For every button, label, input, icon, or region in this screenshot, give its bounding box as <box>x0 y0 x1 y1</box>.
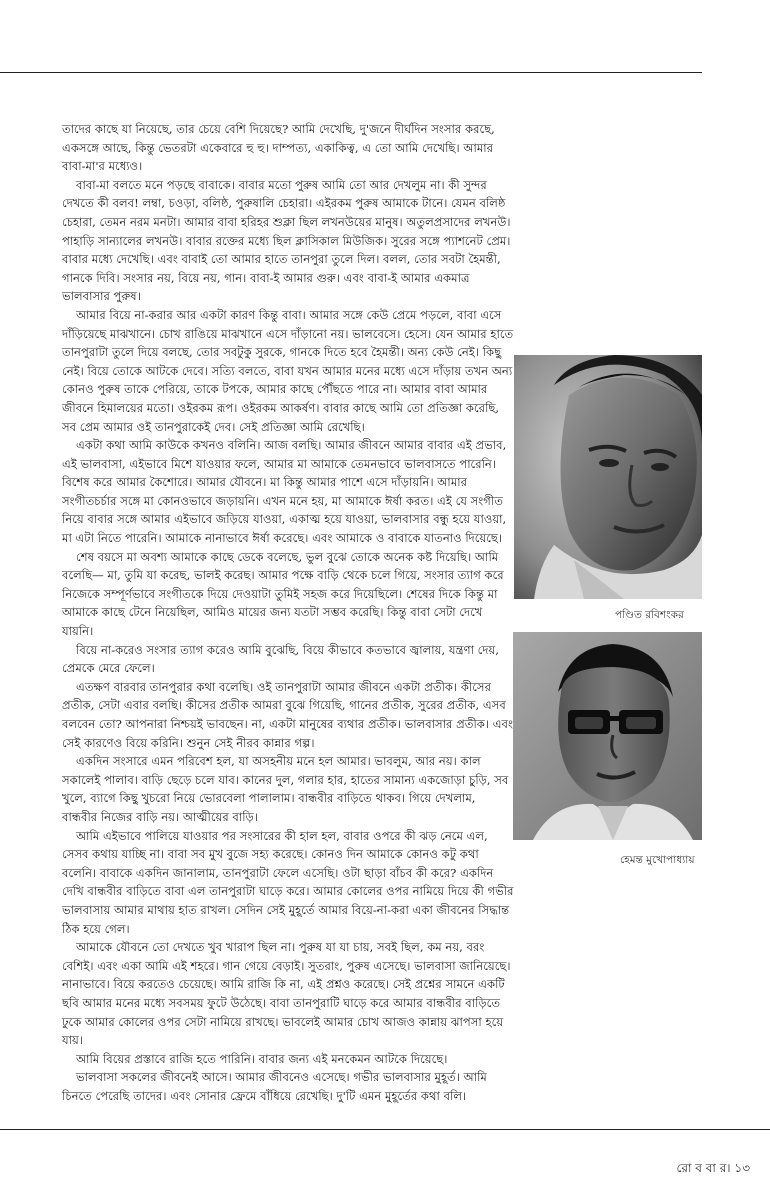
article-paragraph: আমার বিয়ে না-করার আর একটা কারণ কিন্তু বাবা। আমার সঙ্গে কেউ প্রেমে পড়লে, বাবা এসে দাঁড়িয়েছে মাঝখানে। চোখ রাঙিয়ে মাঝখানে এসে দাঁড়ানো নয়। ভালবেসে। হেসে। যেন আমার হাতে তানপুরাটা তুলে দিয়ে বলছে, তোর সবটুকু সুরকে, গানকে দিতে হবে হৈমন্তী। অন্য কেউ নেই। কিছু নেই। বিয়ে তোকে আটকে দেবে। সত্যি বলতে, বাবা যখন আমার মনের মধ্যে এসে দাঁড়ায় তখন অন্য কোনও পুরুষ তাকে পেরিয়ে, তাকে টপকে, আমার কাছে পৌঁছতে পারে না। আমার বাবা আমার জীবনে হিমালয়ের মতো। ওইরকম রূপ। ওইরকম আকর্ষণ। বাবার কাছে আমি তো প্রতিজ্ঞা করেছি, সব প্রেম আমার ওই তানপুরাকেই দেব। সেই প্রতিজ্ঞা আমি রেখেছি। <box>62 307 514 434</box>
article-paragraph: বিয়ে না-করেও সংসার ত্যাগ করেও আমি বুঝেছি, বিয়ে কীভাবে কতভাবে জ্বালায়, যন্ত্রণা দেয়, প্রেমকে মেরে ফেলে। <box>62 642 499 676</box>
article-paragraph: আমি বিয়ের প্রস্তাবে রাজি হতে পারিনি। বাবার জন্য এই মনকেমন আটকে দিয়েছে। <box>76 1051 448 1066</box>
hemanta-caption: হেমন্ত মুখোপাধ্যায় <box>620 854 695 866</box>
ravi-shankar-caption: পণ্ডিত রবিশংকর <box>615 609 684 621</box>
article-body <box>62 120 514 1105</box>
article-paragraph: শেষ বয়সে মা অবশ্য আমাকে কাছে ডেকে বলেছে, ভুল বুঝে তোকে অনেক কষ্ট দিয়েছি। আমি বলেছি— মা, তুমি যা করেছ, ভালই করেছ। আমার পক্ষে বাড়ি থেকে চলে গিয়ে, সংসার ত্যাগ করে নিজেকে সম্পূর্ণভাবে সংগীতকে দিয়ে দেওয়াটা তুমিই সহজ করে দিয়েছিলে। শেষের দিকে কিন্তু মা আমাকে কাছে টেনে নিয়েছিল, আমিও মায়ের জন্য যতটা সম্ভব করেছি। কিন্তু বাবা সেটা দেখে যায়নি। <box>62 549 504 639</box>
footer-rule <box>0 1129 770 1130</box>
article-paragraph: আমাকে যৌবনে তো দেখতে খুব খারাপ ছিল না। পুরুষ যা যা চায়, সবই ছিল, কম নয়, বরং বেশিই। এবং একা আমি এই শহরে। গান গেয়ে বেড়াই। সুতরাং, পুরুষ এসেছে। ভালবাসা জানিয়েছে। নানাভাবে। বিয়ে করতেও চেয়েছে। আমি রাজি কি না, এই প্রশ্নও করেছে। সেই প্রশ্নের সামনে একটি ছবি আমার মনের মধ্যে সবসময় ফুটে উঠেছে। বাবা তানপুরাটি ঘাড়ে করে আমার বান্ধবীর বাড়িতে ঢুকে আমার কোলের ওপর সেটা নামিয়ে রাখছে। ভাবলেই আমার চোখ আজও কান্নায় ঝাপসা হয়ে যায়। <box>62 940 511 1048</box>
article-paragraph: আমি এইভাবে পালিয়ে যাওয়ার পর সংসারের কী হাল হল, বাবার ওপরে কী ঝড় নেমে এল, সেসব কথায় যাচ্ছি না। বাবা সব মুখ বুজে সহ্য করেছে। কোনও দিন আমাকে কোনও কটু কথা বলেনি। বাবাকে একদিন জানালাম, তানপুরাটা ফেলে এসেছি। ওটা ছাড়া বাঁচব কী করে? একদিন দেখি বান্ধবীর বাড়িতে বাবা এল তানপুরাটা ঘাড়ে করে। আমার কোলের ওপর নামিয়ে দিয়ে কী গভীর ভালবাসায় আমার মাথায় হাত রাখল। সেদিন সেই মুহূর্তে আমার বিয়ে-না-করা একা জীবনের সিদ্ধান্ত ঠিক হয়ে গেল। <box>62 828 514 936</box>
article-paragraph: তাদের কাছে যা নিয়েছে, তার চেয়ে বেশি দিয়েছে? আমি দেখেছি, দু'জনে দীর্ঘদিন সংসার করছে, একসঙ্গে আছে, কিন্তু ভেতরটা একেবারে হু হু। দাম্পত্য, একাকিত্ব, এ তো আমি দেখেছি। আমার বাবা-মা'র মধ্যেও। <box>62 122 495 174</box>
header-rule <box>0 72 702 73</box>
article-paragraph: একদিন সংসারে এমন পরিবেশ হল, যা অসহনীয় মনে হল আমার। ভাবলুম, আর নয়। কাল সকালেই পালাব। বাড়ি ছেড়ে চলে যাব। কানের দুল, গলার হার, হাতের সামান্য একজোড়া চুড়ি, সব খুলে, ব্যাগে কিছু খুচরো নিয়ে ভোরবেলা পালালাম। বান্ধবীর বাড়িতে থাকব। গিয়ে দেখলাম, বান্ধবীর নিজের বাড়ি নয়। আত্মীয়ের বাড়ি। <box>62 754 509 824</box>
article-paragraph: একটা কথা আমি কাউকে কখনও বলিনি। আজ বলছি। আমার জীবনে আমার বাবার এই প্রভাব, এই ভালবাসা, এইভাবে মিশে যাওয়ার ফলে, আমার মা আমাকে তেমনভাবে ভালবাসতে পারেনি। বিশেষ করে আমার কৈশোরে। আমার যৌবনে। মা কিন্তু আমার পাশে এসে দাঁড়ায়নি। আমার সংগীতচর্চার সঙ্গে মা কোনওভাবে জড়ায়নি। এখন মনে হয়, মা আমাকে ঈর্ষা করত। এই যে সংগীত নিয়ে বাবার সঙ্গে আমার এইভাবে জড়িয়ে যাওয়া, একাত্ম হয়ে যাওয়া, ভালবাসার বন্ধু হয়ে যাওয়া, মা এটা নিতে পারেনি। আমাকে নানাভাবে ঈর্ষা করেছে। এবং আমাকে ও বাবাকে যাতনাও দিয়েছে। <box>62 438 507 546</box>
ravi-shankar-portrait <box>514 355 702 599</box>
article-paragraph: বাবা-মা বলতে মনে পড়ছে বাবাকে। বাবার মতো পুরুষ আমি তো আর দেখলুম না। কী সুন্দর দেখতে কী বলব! লম্বা, চওড়া, বলিষ্ঠ, পুরুষালি চেহারা। এইরকম পুরুষ আমাকে টানে। যেমন বলিষ্ঠ চেহারা, তেমন নরম মনটা। আমার বাবা হরিহর শুক্লা ছিল লখনউয়ের মানুষ। অতুলপ্রসাদের লখনউ। পাহাড়ি সান্যালের লখনউ। বাবার রক্তের মধ্যে ছিল ক্লাসিকাল মিউজিক। সুরের সঙ্গে প্যাশনেট প্রেম। বাবার মধ্যে দেখেছি। এবং বাবাই তো আমার হাতে তানপুরা তুলে দিল। বলল, তোর সবটা হৈমন্তী, গানকে দিবি। সংসার নয়, বিয়ে নয়, গান। বাবা-ই আমার গুরু। এবং বাবা-ই আমার একমাত্র ভালবাসার পুরুষ। <box>62 177 511 304</box>
ravi-shankar-photo <box>514 355 702 599</box>
hemanta-portrait <box>513 632 702 840</box>
hemanta-photo <box>513 632 702 840</box>
article-paragraph: ভালবাসা সকলের জীবনেই আসে। আমার জীবনেও এসেছে। গভীর ভালবাসার মুহূর্ত। আমি চিনতে পেরেছি তাদের। এবং সোনার ফ্রেমে বাঁধিয়ে রেখেছি। দু'টি এমন মুহূর্তের কথা বলি। <box>62 1070 487 1103</box>
article-paragraph: এতক্ষণ বারবার তানপুরার কথা বলেছি। ওই তানপুরাটা আমার জীবনে একটা প্রতীক। কীসের প্রতীক, সেটা এবার বলছি। কীসের প্রতীক আমরা বুঝে গিয়েছি, গানের প্রতীক, সুরের প্রতীক, এসব বলবেন তো? আপনারা নিশ্চয়ই ভাবছেন। না, একটা মানুষের ব্যথার প্রতীক। ভালবাসার প্রতীক। এবং সেই কারণেও বিয়ে করিনি। শুনুন সেই নীরব কান্নার গল্প। <box>62 679 513 750</box>
page-folio: রো ব বা র। ১৩ <box>676 1161 750 1175</box>
